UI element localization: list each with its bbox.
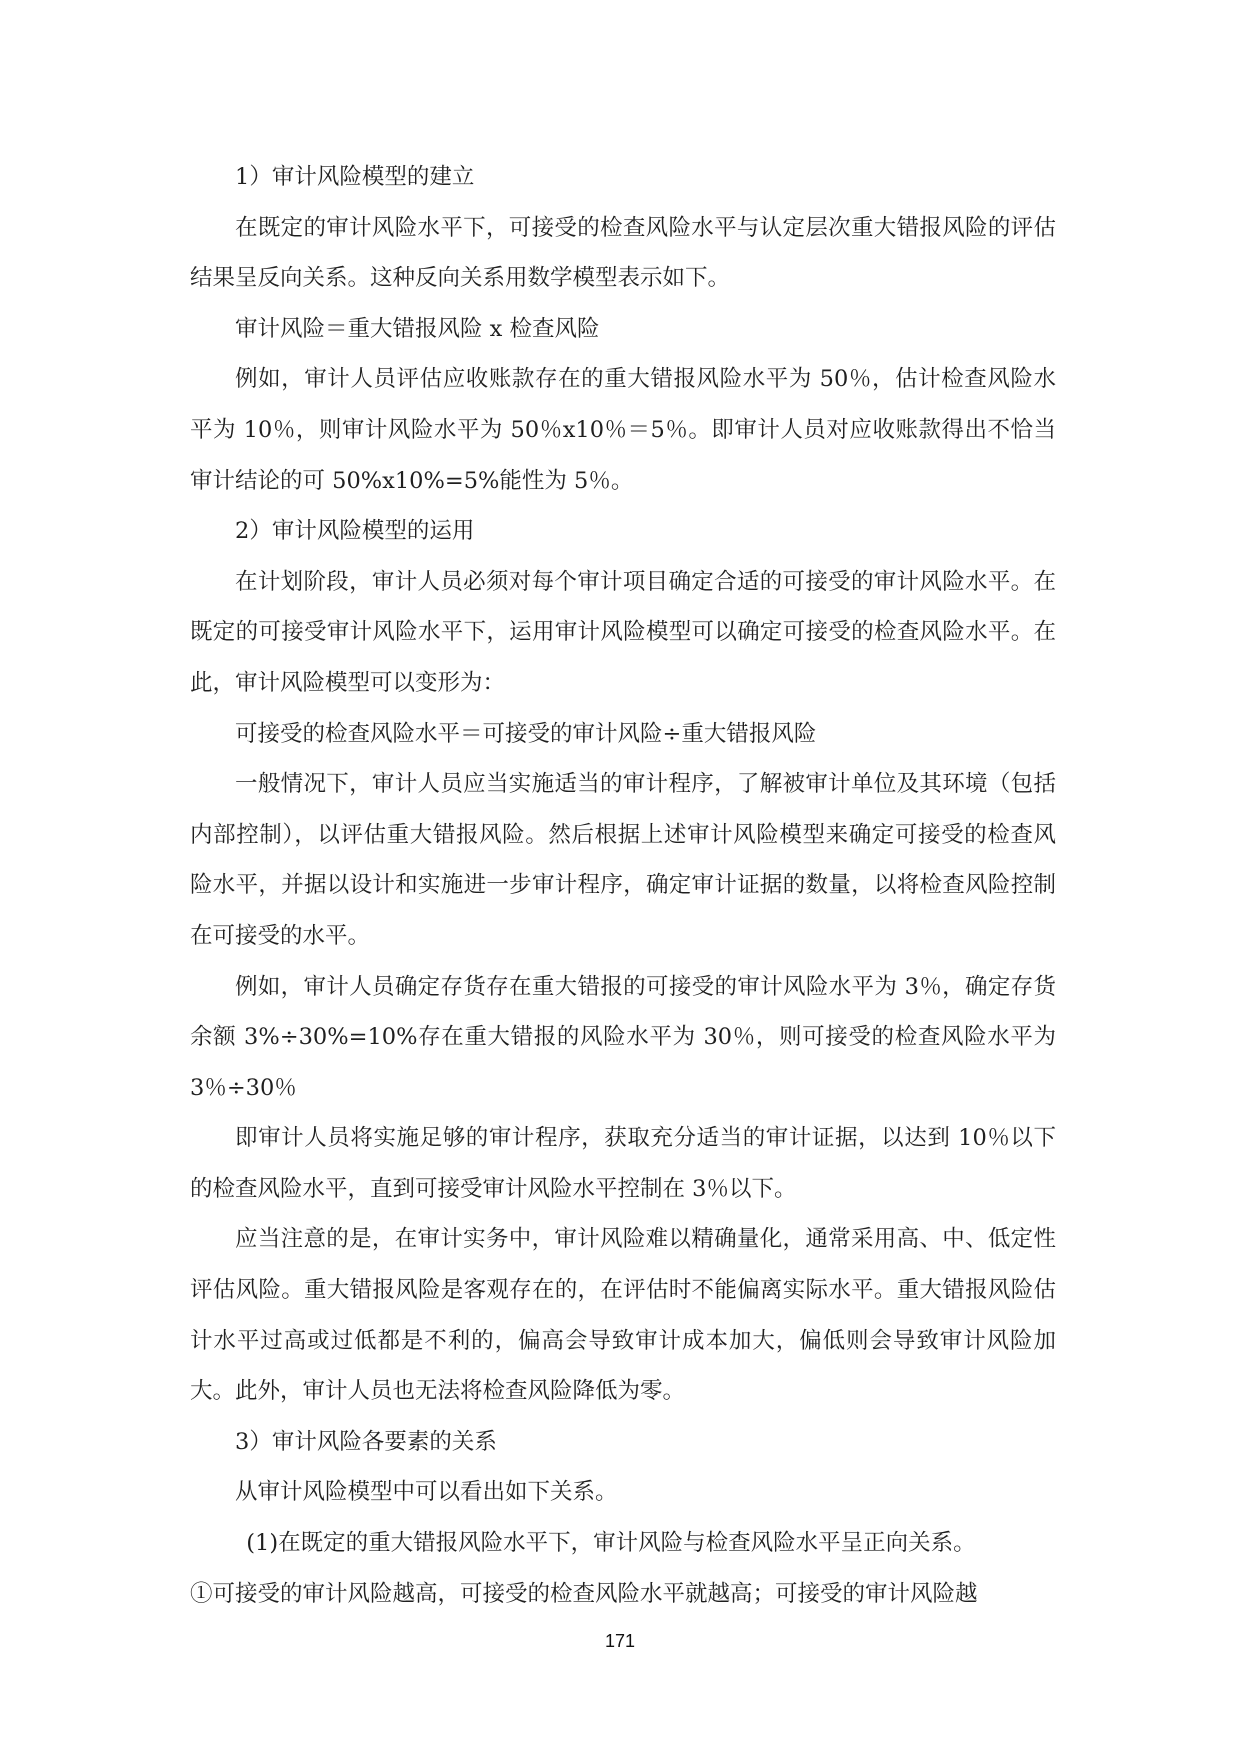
formula-audit-risk: 审计风险＝重大错报风险 x 检查风险 [235,315,600,342]
paragraph: 例如，审计人员确定存货存在重大错报的可接受的审计风险水平为 3％，确定存货余额 3%÷30%=10%存在重大错报的风险水平为 30％，则可接受的检查风险水平为 3％÷30％ [190,973,1056,1101]
formula-detection-risk: 可接受的检查风险水平＝可接受的审计风险÷重大错报风险 [235,720,817,747]
section-heading-2: 2）审计风险模型的运用 [235,518,475,545]
paragraph: 从审计风险模型中可以看出如下关系。 [235,1479,618,1506]
paragraph: 在既定的审计风险水平下，可接受的检查风险水平与认定层次重大错报风险的评估结果呈反向关系。这种反向关系用数学模型表示如下。 [190,214,1056,292]
list-subitem: ①可接受的审计风险越高，可接受的检查风险水平就越高；可接受的审计风险越 [190,1580,978,1607]
paragraph: 在计划阶段，审计人员必须对每个审计项目确定合适的可接受的审计风险水平。在既定的可接受审计风险水平下，运用审计风险模型可以确定可接受的检查风险水平。在此，审计风险模型可以变形为： [190,568,1056,696]
paragraph: 例如，审计人员评估应收账款存在的重大错报风险水平为 50％，估计检查风险水平为 10％，则审计风险水平为 50％x10％＝5％。即审计人员对应收账款得出不恰当审计结论的可 50%x10%=5%能性为 5％。 [190,366,1056,494]
list-item: (1)在既定的重大错报风险水平下，审计风险与检查风险水平呈正向关系。 [246,1530,976,1557]
page-number: 171 [604,1631,636,1651]
body-text [190,152,1056,1619]
section-heading-1: 1）审计风险模型的建立 [235,164,475,190]
section-heading-3: 3）审计风险各要素的关系 [235,1428,497,1455]
paragraph: 即审计人员将实施足够的审计程序，获取充分适当的审计证据，以达到 10％以下的检查风险水平，直到可接受审计风险水平控制在 3％以下。 [190,1125,1056,1202]
paragraph: 一般情况下，审计人员应当实施适当的审计程序，了解被审计单位及其环境（包括内部控制），以评估重大错报风险。然后根据上述审计风险模型来确定可接受的检查风险水平，并据以设计和实施进一步审计程序，确定审计证据的数量，以将检查风险控制在可接受的水平。 [190,771,1056,949]
paragraph: 应当注意的是，在审计实务中，审计风险难以精确量化，通常采用高、中、低定性评估风险。重大错报风险是客观存在的，在评估时不能偏离实际水平。重大错报风险估计水平过高或过低都是不利的，偏高会导致审计成本加大，偏低则会导致审计风险加大。此外，审计人员也无法将检查风险降低为零。 [190,1226,1056,1405]
